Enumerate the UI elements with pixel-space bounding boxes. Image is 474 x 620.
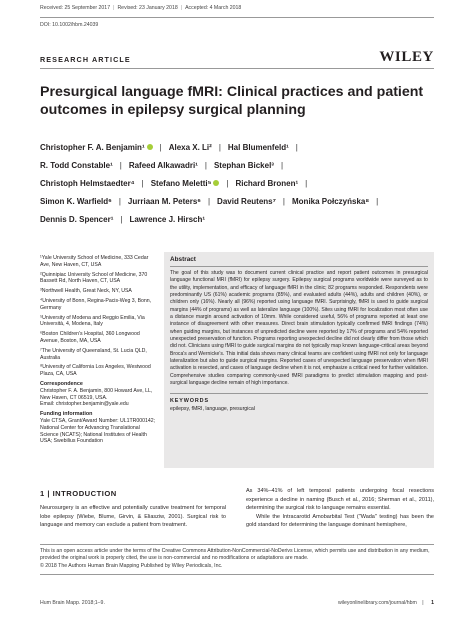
author-separator: | [226,178,229,188]
author-separator: | [204,160,207,170]
header-rule [40,17,434,18]
page-number: 1 [431,600,434,606]
author-separator: | [159,142,162,152]
journal-footer [338,600,434,606]
author-name[interactable]: Simon K. Warfield⁶ [40,196,112,206]
author-name[interactable]: Christopher F. A. Benjamin¹ [40,142,145,152]
intro-right-column [246,487,434,530]
license-text: This is an open access article under the terms of the Creative Commons Attribution-NonCommercial-NoDerivs License, which permits use and distribution in any medium, provided the original work is properly cited, the use is non-commercial and no modifications or adaptations are made. [40,548,430,562]
author-name[interactable]: Monika Połczyńska⁸ [292,196,370,206]
author-name[interactable]: Richard Bronen¹ [235,178,299,188]
title-line: outcomes in epilepsy surgical planning [40,102,306,119]
abstract-box [164,252,434,468]
correspondence-text: Christopher F. A. Benjamin, 800 Howard Ave, LL, New Haven, CT 06519, USA. [40,387,153,401]
license-rule [40,544,434,545]
author-separator: | [305,178,308,188]
keywords-heading: KEYWORDS [170,393,428,404]
affiliation: ⁶Boston Children's Hospital, 360 Longwood Avenue, Boston, MA, USA [40,331,140,344]
author-separator: | [120,214,123,224]
author-separator: | [295,142,298,152]
journal-citation: Hum Brain Mapp. 2018;1–9. [40,600,105,606]
author-line [40,156,440,174]
affiliation: ⁸University of California Los Angeles, Westwood Plaza, CA, USA [40,364,151,378]
affiliation: ⁵University of Modena and Reggio Emilia, Via Università, 4, Modena, Italy [40,314,145,328]
correspondence-email[interactable]: Email: christopher.benjamin@yale.edu [40,401,129,408]
revised-date: Revised: 23 January 2018 [117,5,178,11]
abstract-text: The goal of this study was to document current clinical practice and report patient outcomes in presurgical language functional MRI (fMRI) for epilepsy surgery. Epilepsy surgical programs worldwide were surveyed as to the utility, implementation, and efficacy of language fMRI in the clinic; 82 programs responded. Respondents were predominantly US (61%) academic programs (85%), and evaluated adults (44%), adults and children (40%), or children only (16%). Nearly all (96%) reported using language fMRI. Surprisingly, fMRI is used to guide surgical margins (44% of programs) as well as lateralize language (100%). Sites using fMRI for localization most often use a distance margin around activation of 10mm. While considered useful, 56% of programs reported at least one instance of disagreement with other measures. Direct brain stimulation typically confirmed fMRI findings (74%) when guiding margins, but instances of unpredicted decline were reported by 17% of programs and 54% reported unexpected preservation of function. Programs reporting unexpected decline did not clearly differ from those which did not. Clinicians using fMRI to guide surgical margins do not typically map known language-critical areas beyond Broca's and Wernicke's. This initial data shows many clinical teams are confident using fMRI not only for language lateralization but also to guide surgical margins. Reported cases of unexpected language preservation when fMRI activation is resected, and cases of language decline when it is not, emphasize a critical need for further validation. Comprehensive studies comparing commonly-used fMRI paradigms to predict stimulation mapping and post-surgical language decline remain of high importance. [170,270,428,386]
author-name[interactable]: Rafeed Alkawadri¹ [128,160,198,170]
article-dates [40,5,241,11]
title-rule [40,68,434,69]
copyright-text: © 2018 The Authors Human Brain Mapping Published by Wiley Periodicals, Inc. [40,562,223,569]
affiliation: ¹Yale University School of Medicine, 333 Cedar Ave, New Haven, CT, USA [40,255,149,268]
affiliation: ⁷The University of Queensland, St. Lucia QLD, Australia [40,347,147,361]
author-name[interactable]: R. Todd Constable¹ [40,160,113,170]
correspondence-heading: Correspondence [40,380,83,387]
author-name[interactable]: Stefano Meletti⁵ [150,178,212,188]
author-name[interactable]: Dennis D. Spencer¹ [40,214,114,224]
author-line [40,192,440,210]
author-separator: | [280,160,284,170]
author-separator: | [119,160,122,170]
author-separator: | [118,196,121,206]
paragraph: While the Intracarotid Amobarbital Test ("Wada" testing) has been the gold standard for determining the language dominant hemisphere, [246,513,434,529]
license-notice [40,548,434,570]
author-name[interactable]: Stephan Bickel³ [213,160,274,170]
journal-url[interactable]: wileyonlinelibrary.com/journal/hbm [337,600,417,606]
author-separator: | [282,196,285,206]
funding-text: Yale CTSA, Grant/Award Number: UL1TR000142; National Center for Advancing Translational Science (NCATS); National Institutes of Health USA; Swebilius Foundation [40,417,156,445]
section-heading: 1 | INTRODUCTION [40,489,117,498]
author-name[interactable]: Lawrence J. Hirsch¹ [129,214,206,224]
paragraph: As 34%–41% of left temporal patients undergoing focal resections experience a decline in naming (Busch et al., 2016; Sherman et al., 2011), determining the surgical risk to language remains essential. [246,488,434,512]
publisher-logo: WILEY [379,49,434,65]
author-line [40,138,440,156]
author-separator: | [207,196,211,206]
doi[interactable]: DOI: 10.1002/hbm.24039 [40,22,99,28]
author-name[interactable]: Jurriaan M. Peters⁶ [127,196,201,206]
orcid-icon[interactable] [213,180,219,186]
intro-left-column: Neurosurgery is an effective and potentially curative treatment for temporal lobe epilepsy (Wiebe, Blume, Girvin, & Eliasziw, 2001). Surgical risk to language and memory can exclude a patient from treatment. [40,505,226,529]
footer-separator: | [422,600,424,606]
affiliation: ⁴University of Bonn, Regina-Pacis-Weg 3, Bonn, Germany [40,297,152,311]
funding-heading: Funding information [40,411,93,418]
author-name[interactable]: Hal Blumenfeld¹ [227,142,289,152]
article-title [40,83,440,120]
article-type: RESEARCH ARTICLE [40,55,131,64]
author-name[interactable]: David Reutens⁷ [217,196,276,206]
received-date: Received: 25 September 2017 [40,5,111,11]
author-line [40,174,440,192]
affiliation: ³Northwell Health, Great Neck, NY, USA [40,288,132,295]
abstract-heading: Abstract [170,256,428,267]
orcid-icon[interactable] [147,144,153,150]
accepted-date: Accepted: 4 March 2018 [185,5,242,11]
author-separator: | [376,196,379,206]
date-separator: | [180,5,183,11]
license-bottom-rule [40,574,434,575]
author-name[interactable]: Alexa X. Li² [168,142,212,152]
author-separator: | [218,142,221,152]
author-line [40,210,440,228]
date-separator: | [113,5,115,11]
author-list [40,138,440,228]
title-line: Presurgical language fMRI: Clinical practices and patient [40,84,424,100]
affiliation: ²Quinnipiac University School of Medicine, 370 Bassett Rd, North Haven, CT, USA [40,271,148,285]
affiliations [40,255,158,448]
author-separator: | [141,178,144,188]
author-name[interactable]: Christoph Helmstaedter⁴ [40,178,135,188]
keywords: epilepsy, fMRI, language, presurgical [170,406,255,413]
